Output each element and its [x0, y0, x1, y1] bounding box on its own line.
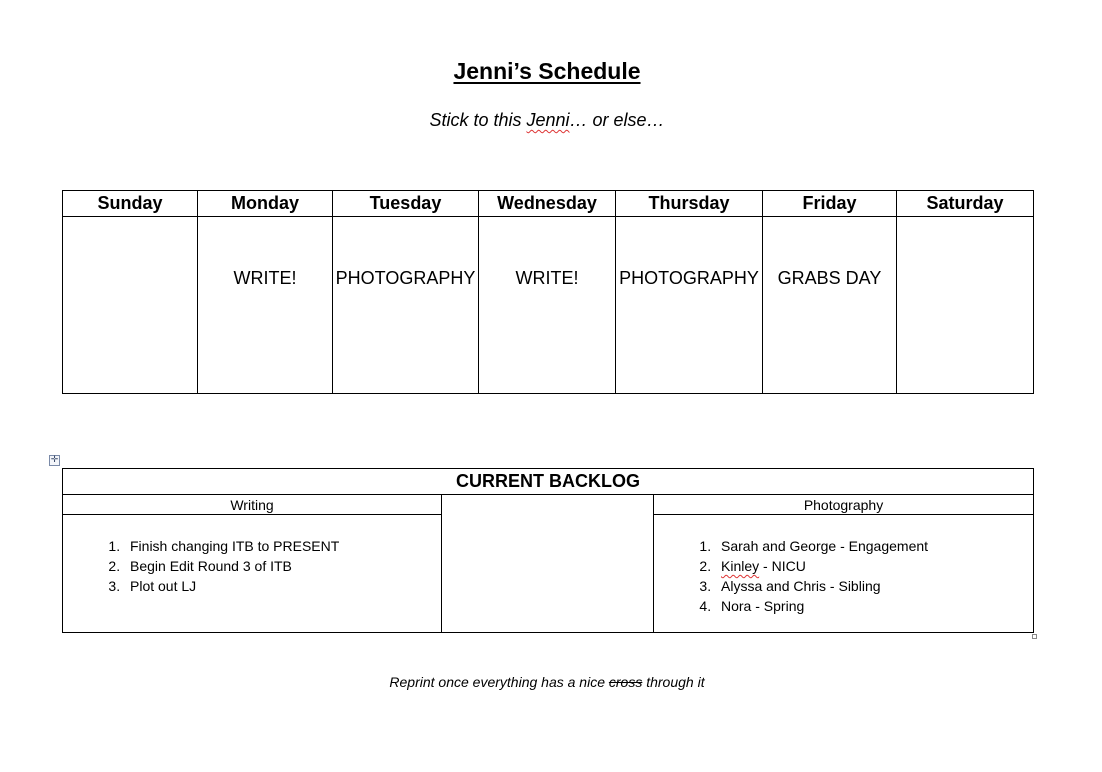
table-move-handle-icon[interactable]: ✛: [50, 455, 59, 465]
photography-client: Sarah and George: [721, 538, 837, 554]
weekly-schedule-table: [62, 190, 1034, 394]
day-cell-friday[interactable]: [763, 217, 897, 394]
photography-session-type: - Spring: [751, 598, 805, 614]
photography-column-header[interactable]: Photography: [654, 495, 1034, 515]
photography-item: [715, 536, 1033, 556]
photography-session-type: - Engagement: [836, 538, 929, 554]
photography-client-misspelled: Kinley: [721, 558, 760, 574]
writing-item: 2. Begin Edit Round 3 of ITB: [124, 556, 441, 576]
backlog-middle-cell[interactable]: [442, 495, 654, 633]
day-header-wednesday[interactable]: Wednesday: [479, 191, 616, 217]
photography-backlog-cell[interactable]: [654, 515, 1034, 633]
backlog-heading[interactable]: CURRENT BACKLOG: [63, 469, 1034, 495]
day-activity-thursday: PHOTOGRAPHY: [619, 268, 759, 288]
subtitle-suffix: … or else…: [569, 110, 665, 130]
photography-item: [715, 576, 1033, 596]
day-cell-tuesday[interactable]: [333, 217, 479, 394]
photography-backlog-list: [654, 536, 1033, 616]
subtitle: [0, 110, 1094, 131]
day-cell-wednesday[interactable]: [479, 217, 616, 394]
photography-session-type: - Sibling: [826, 578, 881, 594]
subtitle-name-misspelled: Jenni: [526, 110, 570, 130]
writing-column-header[interactable]: Writing: [63, 495, 442, 515]
day-cell-monday[interactable]: [198, 217, 333, 394]
day-activity-wednesday: WRITE!: [515, 268, 579, 288]
writing-backlog-cell[interactable]: [63, 515, 442, 633]
day-header-friday[interactable]: Friday: [763, 191, 897, 217]
day-header-sunday[interactable]: Sunday: [63, 191, 198, 217]
day-cell-saturday[interactable]: [897, 217, 1034, 394]
day-header-saturday[interactable]: Saturday: [897, 191, 1034, 217]
day-activity-monday: WRITE!: [233, 268, 297, 288]
day-cell-thursday[interactable]: [616, 217, 763, 394]
writing-item: 1. Finish changing ITB to PRESENT: [124, 536, 441, 556]
writing-item: 3. Plot out LJ: [124, 576, 441, 596]
reprint-footnote: [0, 674, 1094, 690]
photography-session-type: - NICU: [759, 558, 806, 574]
footnote-struck-word: cross: [608, 674, 643, 690]
day-cell-sunday[interactable]: [63, 217, 198, 394]
photography-client: Alyssa and Chris: [721, 578, 827, 594]
weekday-activity-row: [63, 217, 1034, 394]
photography-item: [715, 556, 1033, 576]
day-header-tuesday[interactable]: Tuesday: [333, 191, 479, 217]
day-activity-tuesday: PHOTOGRAPHY: [335, 268, 476, 288]
subtitle-prefix: Stick to this: [429, 110, 527, 130]
day-header-thursday[interactable]: Thursday: [616, 191, 763, 217]
footnote-suffix: through it: [642, 674, 705, 690]
writing-backlog-list: [63, 536, 441, 596]
day-header-monday[interactable]: Monday: [198, 191, 333, 217]
photography-item: [715, 596, 1033, 616]
footnote-prefix: Reprint once everything has a nice: [389, 674, 609, 690]
weekday-header-row: [63, 191, 1034, 217]
page-title: Jenni’s Schedule: [453, 58, 641, 84]
backlog-table: [62, 468, 1034, 633]
photography-client: Nora: [721, 598, 752, 614]
table-resize-handle-icon[interactable]: [1032, 634, 1037, 639]
day-activity-friday: GRABS DAY: [777, 268, 882, 288]
